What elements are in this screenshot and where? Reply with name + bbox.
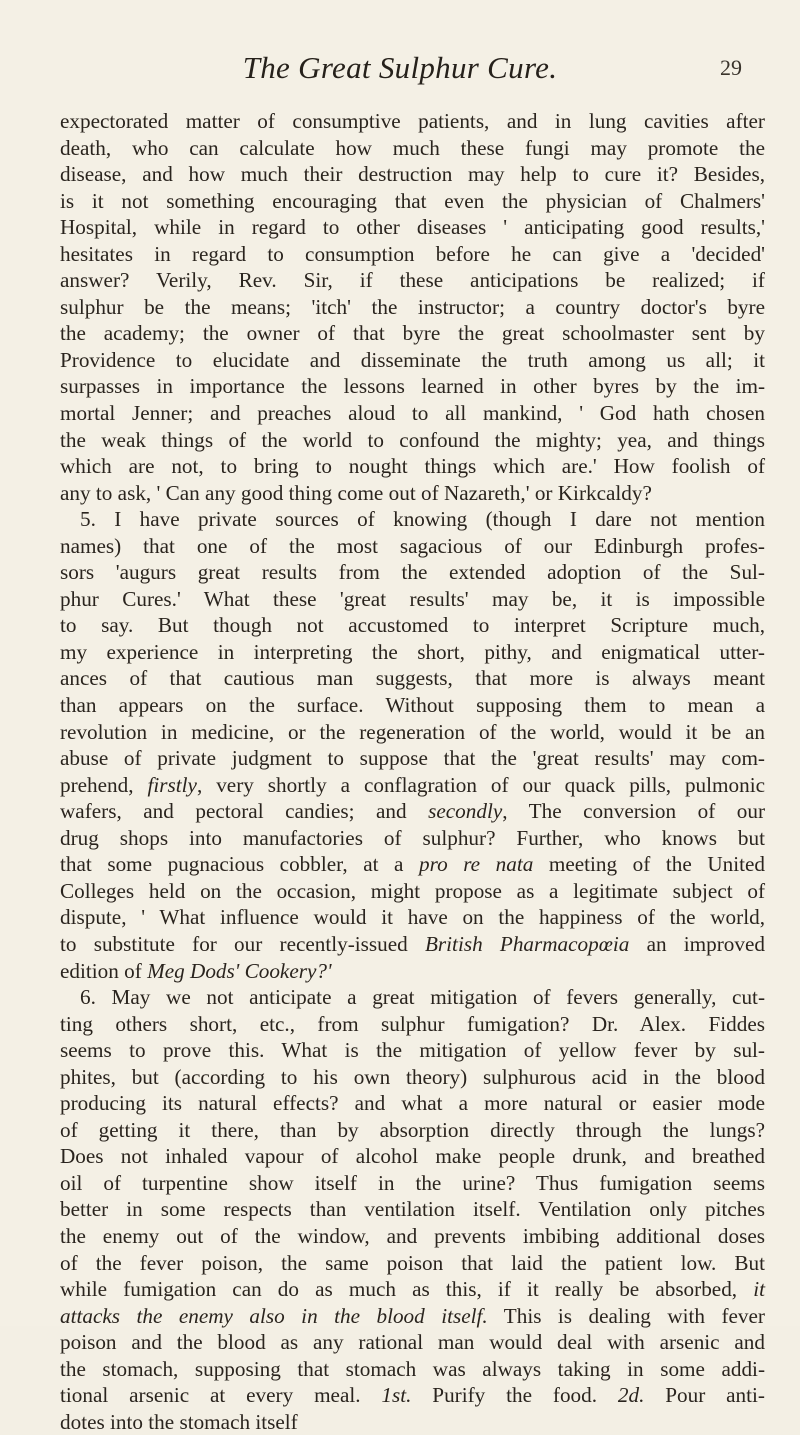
text-line: Providence to elucidate and disseminate the truth among us all; it xyxy=(60,347,765,372)
text-line: Hospital, while in regard to other diseases ' anticipating good results,' xyxy=(60,215,765,240)
text-line: phites, but (according to his own theory) sulphurous acid in the blood xyxy=(60,1064,765,1089)
paragraph-start-6: 6. May we not anticipate a great mitigation of fevers generally, cut- xyxy=(80,985,765,1010)
text-line: to substitute for our recently-issued British Pharmacopœia an improved xyxy=(60,931,765,956)
text-line: of getting it there, than by absorption directly through the lungs? xyxy=(60,1117,765,1142)
text-line: to say. But though not accustomed to interpret Scripture much, xyxy=(60,613,765,638)
text-line: better in some respects than ventilation itself. Ventilation only pitches xyxy=(60,1197,765,1222)
text-line: names) that one of the most sagacious of our Edinburgh profes- xyxy=(60,533,765,558)
text-line: any to ask, ' Can any good thing come out of Nazareth,' or Kirkcaldy? xyxy=(60,480,652,505)
text-line: of the fever poison, the same poison that laid the patient low. But xyxy=(60,1250,765,1275)
text-line: attacks the enemy also in the blood itself. This is dealing with fever xyxy=(60,1303,765,1328)
text-line: revolution in medicine, or the regeneration of the world, would it be an xyxy=(60,719,765,744)
text-line: the stomach, supposing that stomach was always taking in some addi- xyxy=(60,1356,765,1381)
text-line: surpasses in importance the lessons learned in other byres by the im- xyxy=(60,374,765,399)
text-line: abuse of private judgment to suppose that the 'great results' may com- xyxy=(60,746,765,771)
text-line: the weak things of the world to confound the mighty; yea, and things xyxy=(60,427,765,452)
running-title: The Great Sulphur Cure. xyxy=(242,50,558,85)
text-line: edition of Meg Dods' Cookery?' xyxy=(60,958,332,983)
text-line: disease, and how much their destruction may help to cure it? Besides, xyxy=(60,162,765,187)
text-line: death, who can calculate how much these fungi may promote the xyxy=(60,135,765,160)
text-line: tional arsenic at every meal. 1st. Purify the food. 2d. Pour anti- xyxy=(60,1383,765,1408)
paragraph-start-5: 5. I have private sources of knowing (though I dare not mention xyxy=(80,507,765,532)
body-text xyxy=(60,108,765,1435)
text-line: the enemy out of the window, and prevents imbibing additional doses xyxy=(60,1223,765,1248)
text-line: ting others short, etc., from sulphur fumigation? Dr. Alex. Fiddes xyxy=(60,1011,765,1036)
text-line: ances of that cautious man suggests, that more is always meant xyxy=(60,666,765,691)
text-line: sulphur be the means; 'itch' the instructor; a country doctor's byre xyxy=(60,294,765,319)
text-line: expectorated matter of consumptive patients, and in lung cavities after xyxy=(60,109,765,133)
text-line: wafers, and pectoral candies; and secondly, The conversion of our xyxy=(60,799,765,824)
text-line: Does not inhaled vapour of alcohol make people drunk, and breathed xyxy=(60,1144,765,1169)
text-line: hesitates in regard to consumption before he can give a 'decided' xyxy=(60,241,765,266)
text-line: the academy; the owner of that byre the great schoolmaster sent by xyxy=(60,321,765,346)
text-line: Colleges held on the occasion, might propose as a legitimate subject of xyxy=(60,878,765,903)
text-line: drug shops into manufactories of sulphur? Further, who knows but xyxy=(60,825,765,850)
text-line: dispute, ' What influence would it have on the happiness of the world, xyxy=(60,905,765,930)
text-line: which are not, to bring to nought things which are.' How foolish of xyxy=(60,454,765,479)
page-number: 29 xyxy=(720,55,742,80)
text-line: mortal Jenner; and preaches aloud to all mankind, ' God hath chosen xyxy=(60,401,765,426)
text-line: seems to prove this. What is the mitigation of yellow fever by sul- xyxy=(60,1038,765,1063)
page-header xyxy=(0,50,800,90)
text-line: my experience in interpreting the short, pithy, and enigmatical utter- xyxy=(60,639,765,664)
text-line: dotes into the stomach itself xyxy=(60,1409,298,1434)
text-line: prehend, firstly, very shortly a conflagration of our quack pills, pulmonic xyxy=(60,772,765,797)
text-line: while fumigation can do as much as this, if it really be absorbed, it xyxy=(60,1277,765,1302)
text-line: oil of turpentine show itself in the urine? Thus fumigation seems xyxy=(60,1170,765,1195)
text-line: is it not something encouraging that even the physician of Chalmers' xyxy=(60,188,765,213)
text-line: than appears on the surface. Without supposing them to mean a xyxy=(60,693,765,718)
text-line: answer? Verily, Rev. Sir, if these anticipations be realized; if xyxy=(60,268,765,293)
text-line: sors 'augurs great results from the extended adoption of the Sul- xyxy=(60,560,765,585)
text-line: poison and the blood as any rational man would deal with arsenic and xyxy=(60,1330,765,1355)
text-line: producing its natural effects? and what a more natural or easier mode xyxy=(60,1091,765,1116)
text-line: that some pugnacious cobbler, at a pro re nata meeting of the United xyxy=(60,852,765,877)
text-line: phur Cures.' What these 'great results' may be, it is impossible xyxy=(60,586,765,611)
